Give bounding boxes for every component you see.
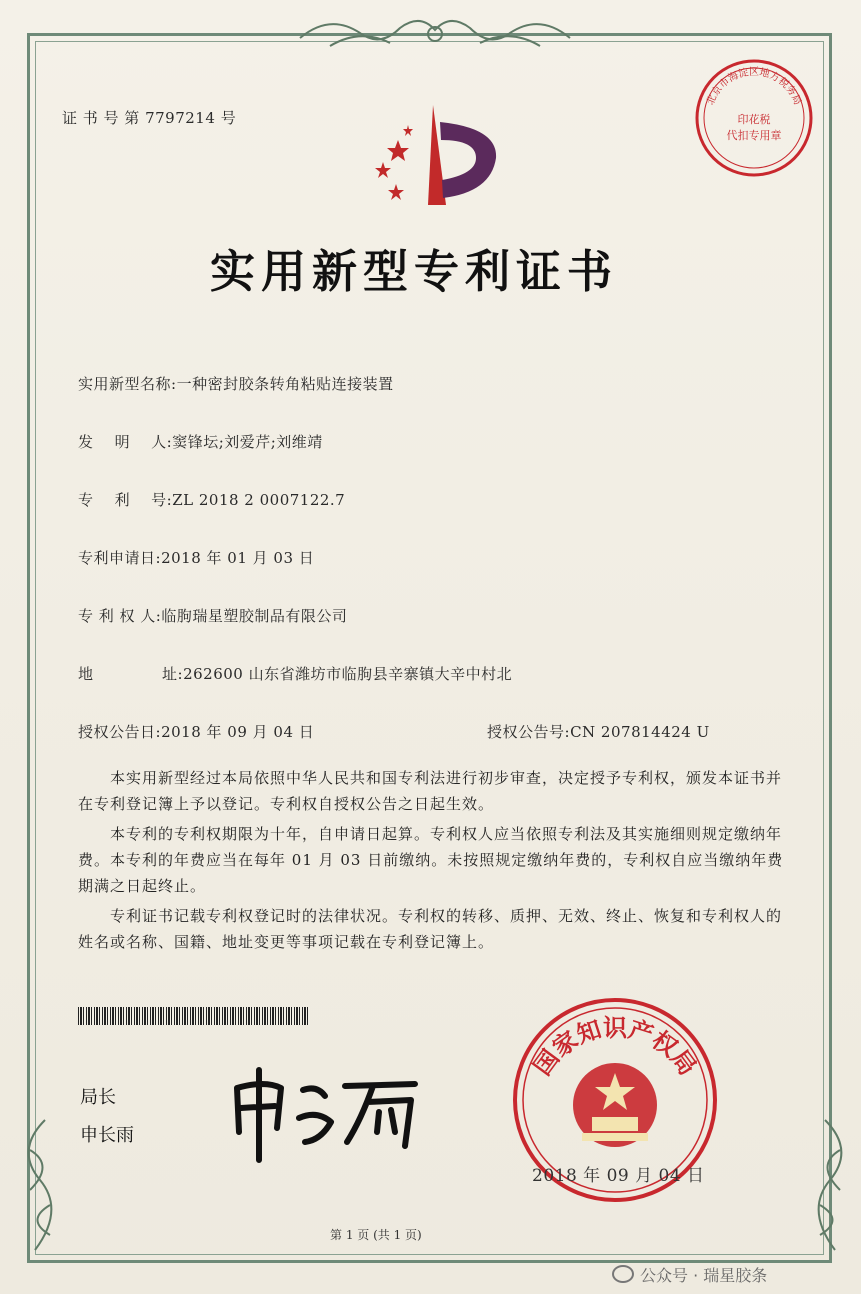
wechat-icon: [612, 1265, 634, 1283]
page-indicator: 第 1 页 (共 1 页): [330, 1228, 422, 1242]
field-utility-model-name: 实用新型名称:一种密封胶条转角粘贴连接装置: [78, 375, 394, 393]
field-grant-number: 授权公告号:CN 207814424 U: [487, 723, 710, 741]
field-patentee: 专 利 权 人:临朐瑞星塑胶制品有限公司: [78, 607, 348, 625]
seal-date: 2018 年 09 月 04 日: [532, 1166, 705, 1186]
director-name: 申长雨: [80, 1125, 134, 1146]
body-paragraph-1: 本实用新型经过本局依照中华人民共和国专利法进行初步审查，决定授予专利权，颁发本证书并在专利登记簿上予以登记。专利权自授权公告之日起生效。: [78, 769, 783, 813]
cnipa-logo-icon: [358, 100, 498, 210]
tax-seal: [693, 57, 815, 179]
field-grant-date: 授权公告日:2018 年 09 月 04 日: [78, 723, 315, 741]
svg-text:代扣专用章: 代扣专用章: [726, 129, 782, 142]
handwritten-signature: [225, 1060, 425, 1165]
body-paragraph-2: 本专利的专利权期限为十年，自申请日起算。专利权人应当依照专利法及其实施细则规定缴纳年费。本专利的年费应当在每年 01 月 03 日前缴纳。未按照规定缴纳年费的，专利权自应当缴纳年费期满之日起终止。: [78, 825, 784, 895]
certificate-number: 证 书 号 第 7797214 号: [62, 109, 237, 127]
director-title: 局长: [80, 1087, 116, 1108]
barcode: [78, 1007, 310, 1025]
wechat-watermark: 公众号 · 瑞星胶条: [612, 1263, 767, 1286]
svg-text:国家知识产权局: 国家知识产权局: [528, 1013, 702, 1081]
field-address: 地 址:262600 山东省潍坊市临朐县辛寨镇大辛中村北: [78, 665, 513, 683]
svg-text:印花税: 印花税: [737, 113, 771, 126]
top-ornament: [290, 8, 580, 58]
svg-text:北京市海淀区地方税务局: 北京市海淀区地方税务局: [705, 67, 803, 107]
left-ornament: [10, 1110, 80, 1260]
field-application-date: 专利申请日:2018 年 01 月 03 日: [78, 549, 315, 567]
field-inventor: 发 明 人:窦锋坛;刘爱芹;刘维靖: [78, 433, 323, 451]
right-ornament: [790, 1110, 860, 1260]
field-patent-number: 专 利 号:ZL 2018 2 0007122.7: [78, 491, 346, 509]
certificate-title: 实用新型专利证书: [210, 245, 619, 298]
body-paragraph-3: 专利证书记载专利权登记时的法律状况。专利权的转移、质押、无效、终止、恢复和专利权人的姓名或名称、国籍、地址变更等事项记载在专利登记簿上。: [78, 907, 783, 951]
